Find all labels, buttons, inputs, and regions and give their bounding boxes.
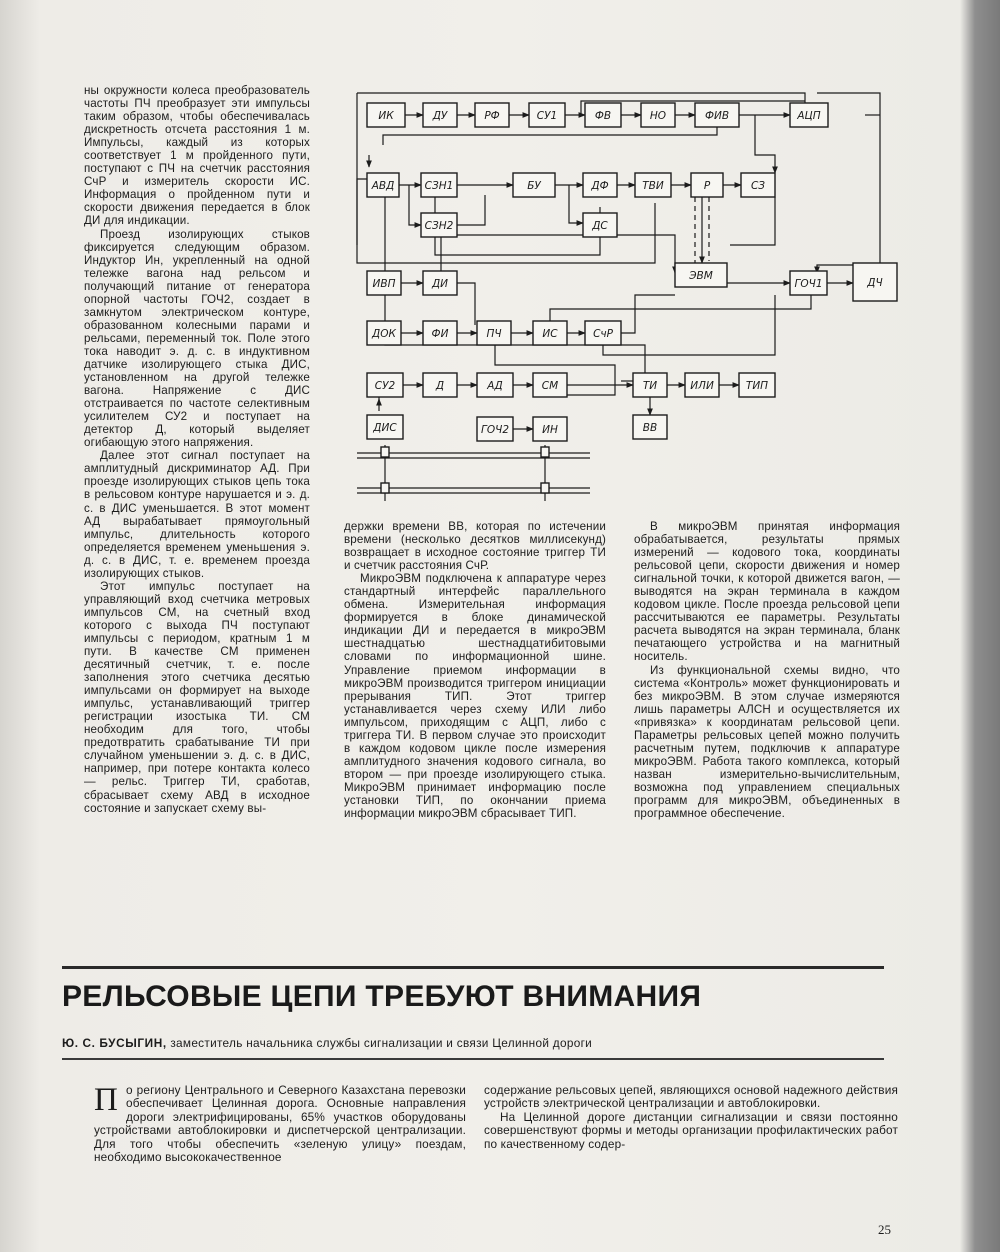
block-label: ДУ <box>432 110 448 122</box>
block-label: ФВ <box>594 110 612 122</box>
block-label: ИН <box>542 424 558 436</box>
block-label: СМ <box>541 380 559 392</box>
block-label: ФИВ <box>704 110 730 122</box>
block-label: ДС <box>592 220 608 232</box>
block-label: ФИ <box>431 328 449 340</box>
paragraph: МикроЭВМ подключена к аппаратуре через стандартный интерфейс параллельного обмена. Измерительная информация формируется в блоке динамической индикации ДИ и передается в микроЭВМ шестнадцатью шестнадцатибитовыми словами по информационной шине. Управление приемом информации в микроЭВМ производится триггером инициации прерывания ТИП. Этот триггер устанавливается через схему ИЛИ либо импульсом, приходящим с АЦП, либо с триггера ТИ. В первом случае это происходит в каждом кодовом цикле после измерения амплитудного значения кодового сигнала, во втором — при проезде изолирующего стыка. МикроЭВМ принимает информацию после установки ТИП, по окончании приема информации микроЭВМ сбрасывает ТИП. <box>344 572 606 821</box>
text-column-left <box>84 84 310 815</box>
paragraph: Этот импульс поступает на управляющий вход счетчика метровых импульсов СМ, на счетный вход которого с выхода ПЧ поступают импульсы с периодом, кратным 1 м пути. В качестве СМ применен десятичный счетчик, т. е. после заполнения этого счетчика десятью импульсами он формирует на выходе импульс, устанавливающий триггер регистрации изостыка ТИ. СМ необходим для того, чтобы предотвратить срабатывание ТИ при случайном уменьшении э. д. с. в ДИС, например, при потере контакта колесо — рельс. Триггер ТИ, сработав, сбрасывает схему АВД в исходное состояние и запускает схему вы- <box>84 579 310 815</box>
block-label: ЭВМ <box>689 270 713 282</box>
paragraph: о региону Центрального и Северного Казахстана перевозки обеспечивает Целинная дорога. Основные направления дороги электрифицированы, 65% участков оборудованы устройствами автоблокировки и диспетчерской централизации. Для того чтобы обеспечить «зеленую улицу» поездам, необходимо высококачественное <box>94 1083 466 1165</box>
paragraph: ны окружности колеса преобразователь частоты ПЧ преобразует эти импульсы таким образом, чтобы обеспечивалась дискретность отсчета расстояния 1 м. Импульсы, каждый из которых соответствует 1 м пройденного пути, поступают с ПЧ на счетчик расстояния СчР и измеритель скорости ИС. Информация о пройденном пути и скорости движения передается в блок ДИ для индикации. <box>84 84 310 228</box>
wheelset-drawing <box>357 445 590 501</box>
author-role: заместитель начальника службы сигнализации и связи Целинной дороги <box>170 1036 593 1050</box>
block-label: ИВП <box>372 278 396 290</box>
block-label: ГОЧ2 <box>481 424 509 436</box>
paragraph: В микроЭВМ принятая информация обрабатывается, результаты прямых измерений — кодового тока, координаты рельсовой цепи, скорости движения и номер сигнальной точки, к которой движется вагон, — выводятся на экран терминала в каждом кодовом цикле. После проезда рельсовой цепи рассчитываются ее параметры. Результаты расчета выводятся на экран терминала, бланк печатающего устройства и на магнитный носитель. <box>634 520 900 664</box>
block-label: НО <box>649 110 667 122</box>
block-label: ИС <box>542 328 558 340</box>
section-rule <box>62 966 884 969</box>
byline-rule <box>62 1058 884 1060</box>
block-label: ДЧ <box>867 277 883 289</box>
paragraph: Из функциональной схемы видно, что система «Контроль» может функционировать и без микроЭВМ. В этом случае измеряются лишь параметры АЛСН и осуществляется их «привязка» к координатам рельсовой цепи. Параметры рельсовых цепей можно получить расчетным путем, подключив к аппаратуре микроЭВМ. Работа такого комплекса, который назван измерительно-вычислительным, возможна под управлением специальных программ для микроЭВМ, объединенных в программное обеспечение. <box>634 663 900 821</box>
paragraph: На Целинной дороге дистанции сигнализации и связи постоянно совершенствуют формы и методы организации профилактических работ по качественному содер- <box>484 1109 898 1151</box>
paragraph: держки времени ВВ, которая по истечении времени (несколько десятков миллисекунд) возвращает в исходное состояние триггер ТИ и счетчик расстояния СчР. <box>344 520 606 573</box>
article-headline: РЕЛЬСОВЫЕ ЦЕПИ ТРЕБУЮТ ВНИМАНИЯ <box>62 980 702 1013</box>
block-label: СЗ <box>750 180 766 192</box>
block-label: АЦП <box>797 110 821 122</box>
article-column-left <box>94 1084 466 1164</box>
block-label: ТИП <box>745 380 769 392</box>
block-label: ВВ <box>642 422 658 434</box>
block-label: СУ1 <box>536 110 558 122</box>
block-label: СЗН1 <box>424 180 454 192</box>
block-label: БУ <box>527 180 541 192</box>
block-label: ДОК <box>372 328 396 340</box>
block-label: ДФ <box>591 180 609 192</box>
block-label: СУ2 <box>374 380 396 392</box>
text-column-middle <box>344 520 606 820</box>
block-label: АД <box>487 380 503 392</box>
article-column-right <box>484 1084 898 1151</box>
block-label: ИЛИ <box>690 380 714 392</box>
block-label: ПЧ <box>486 328 502 340</box>
block-label: СчР <box>593 328 613 340</box>
drop-cap: П <box>94 1082 118 1118</box>
paragraph: содержание рельсовых цепей, являющихся основой надежного действия устройств электрической централизации и автоблокировки. <box>484 1083 898 1111</box>
block-label: ГОЧ1 <box>794 278 823 290</box>
block-label: ИК <box>378 110 394 122</box>
block-label: СЗН2 <box>424 220 454 232</box>
block-label: Д <box>435 380 445 392</box>
text-column-right <box>634 520 900 820</box>
author-name: Ю. С. БУСЫГИН, <box>62 1036 167 1050</box>
block-label: ТИ <box>642 380 658 392</box>
functional-block-diagram <box>345 85 900 505</box>
block-label: АВД <box>371 180 395 192</box>
paragraph: Проезд изолирующих стыков фиксируется следующим образом. Индуктор Ин, укрепленный на одной тележке вагона над рельсом и получающий питание от генератора опорной частоты ГОЧ2, создает в замкнутом электрическом контуре, образованном колесными парами и рельсами, переменный ток. Поле этого тока наводит э. д. с. в индуктивном датчике изолирующего стыка ДИС, установленном на другой тележке вагона. Напряжение с ДИС отстраивается по частоте селективным усилителем СУ2 и поступает на детектор Д, который выделяет огибающую этого напряжения. <box>84 227 310 450</box>
article-byline <box>62 1036 902 1050</box>
paragraph: Далее этот сигнал поступает на амплитудный дискриминатор АД. При проезде изолирующих стыков цепь тока в рельсовом контуре нарушается и э. д. с. в ДИС уменьшается. В этот момент АД вырабатывает прямоугольный импульс, длительность которого определяется временем уменьшения э. д. с. в ДИС, т. е. временем проезда изолирующих стыков. <box>84 449 310 580</box>
block-label: РФ <box>484 110 500 122</box>
page-number: 25 <box>878 1222 891 1237</box>
block-label: Р <box>703 180 711 192</box>
block-label: ТВИ <box>642 180 664 192</box>
diagram-blocks <box>367 103 897 441</box>
block-label: ДИС <box>373 422 397 434</box>
block-label: ДИ <box>431 278 449 290</box>
